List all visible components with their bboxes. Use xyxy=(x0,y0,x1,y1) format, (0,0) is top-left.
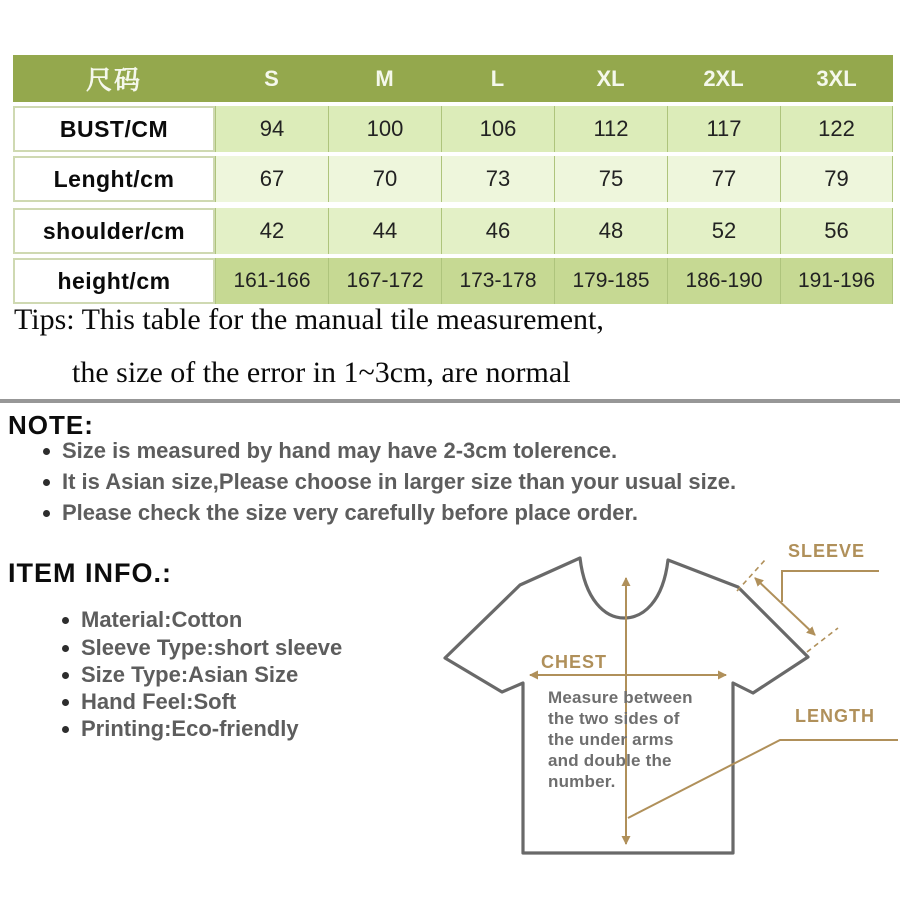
table-cell: 75 xyxy=(554,156,667,202)
table-row-shoulder xyxy=(13,208,893,254)
chest-label: CHEST xyxy=(541,652,608,672)
measure-note-line: Measure between xyxy=(548,688,693,707)
size-column-m: M xyxy=(375,65,394,91)
size-table xyxy=(13,55,893,304)
table-cell: 77 xyxy=(667,156,780,202)
bullet-dot xyxy=(62,672,69,679)
table-cell: 52 xyxy=(667,208,780,254)
table-cell: 44 xyxy=(328,208,441,254)
item-info-bullet-text: Sleeve Type:short sleeve xyxy=(81,635,343,660)
table-row-bust xyxy=(13,106,893,152)
table-cell: 56 xyxy=(780,208,893,254)
row-label-bust: BUST/CM xyxy=(13,106,215,152)
note-bullet-text: Please check the size very carefully before place order. xyxy=(62,500,638,525)
section-divider xyxy=(0,399,900,403)
length-label: LENGTH xyxy=(795,706,875,726)
table-cell: 106 xyxy=(441,106,554,152)
table-cell: 73 xyxy=(441,156,554,202)
measure-note-line: the under arms xyxy=(548,730,674,749)
row-label-shoulder: shoulder/cm xyxy=(13,208,215,254)
table-cell: 191-196 xyxy=(780,258,893,304)
item-info-bullet-3 xyxy=(62,662,298,688)
tips-line-1: Tips: This table for the manual tile measurement, xyxy=(14,303,604,336)
item-info-bullet-5 xyxy=(62,716,299,742)
note-heading: NOTE: xyxy=(8,410,94,440)
measure-note-line: and double the xyxy=(548,751,672,770)
bullet-dot xyxy=(62,699,69,706)
size-header-label: 尺码 xyxy=(85,65,142,95)
measure-note-line: the two sides of xyxy=(548,709,680,728)
item-info-heading: ITEM INFO.: xyxy=(8,558,172,588)
item-info-bullet-text: Printing:Eco-friendly xyxy=(81,716,299,741)
size-column-xl: XL xyxy=(596,65,625,91)
table-row-height xyxy=(13,258,893,304)
table-cell: 79 xyxy=(780,156,893,202)
table-cell: 100 xyxy=(328,106,441,152)
table-cell: 179-185 xyxy=(554,258,667,304)
row-label-length: Lenght/cm xyxy=(13,156,215,202)
table-cell: 67 xyxy=(215,156,328,202)
sleeve-label-connector xyxy=(782,571,879,602)
size-column-l: L xyxy=(490,65,505,91)
note-bullet-3 xyxy=(43,500,638,526)
item-info-bullet-text: Size Type:Asian Size xyxy=(81,662,299,687)
item-info-bullet-4 xyxy=(62,689,236,715)
bullet-dot xyxy=(43,448,50,455)
size-column-s: S xyxy=(264,65,279,91)
sleeve-label: SLEEVE xyxy=(787,541,865,561)
table-cell: 167-172 xyxy=(328,258,441,304)
bullet-dot xyxy=(43,479,50,486)
bullet-dot xyxy=(62,617,69,624)
bullet-dot xyxy=(62,645,69,652)
note-bullet-text: It is Asian size,Please choose in larger size than your usual size. xyxy=(62,469,737,494)
size-table-header-row xyxy=(13,55,893,102)
item-info-bullet-text: Hand Feel:Soft xyxy=(81,689,237,714)
table-cell: 112 xyxy=(554,106,667,152)
note-bullet-2 xyxy=(43,469,736,495)
table-cell: 46 xyxy=(441,208,554,254)
table-cell: 117 xyxy=(667,106,780,152)
item-info-bullet-1 xyxy=(62,607,242,633)
table-cell: 122 xyxy=(780,106,893,152)
sleeve-tick-top xyxy=(737,560,765,591)
size-column-3xl: 3XL xyxy=(816,65,857,91)
measure-note-line: number. xyxy=(548,772,616,791)
table-cell: 70 xyxy=(328,156,441,202)
table-cell: 42 xyxy=(215,208,328,254)
table-row-length xyxy=(13,156,893,202)
item-info-bullet-2 xyxy=(62,635,342,661)
tshirt-measurement-diagram xyxy=(435,540,900,900)
table-cell: 48 xyxy=(554,208,667,254)
bullet-dot xyxy=(62,726,69,733)
table-cell: 94 xyxy=(215,106,328,152)
row-label-height: height/cm xyxy=(13,258,215,304)
note-bullet-1 xyxy=(43,438,617,464)
size-column-2xl: 2XL xyxy=(703,65,744,91)
table-cell: 161-166 xyxy=(215,258,328,304)
table-cell: 173-178 xyxy=(441,258,554,304)
item-info-bullet-text: Material:Cotton xyxy=(81,607,243,632)
table-cell: 186-190 xyxy=(667,258,780,304)
note-bullet-text: Size is measured by hand may have 2-3cm tolerence. xyxy=(62,438,618,463)
bullet-dot xyxy=(43,510,50,517)
tips-line-2: the size of the error in 1~3cm, are normal xyxy=(72,356,571,389)
